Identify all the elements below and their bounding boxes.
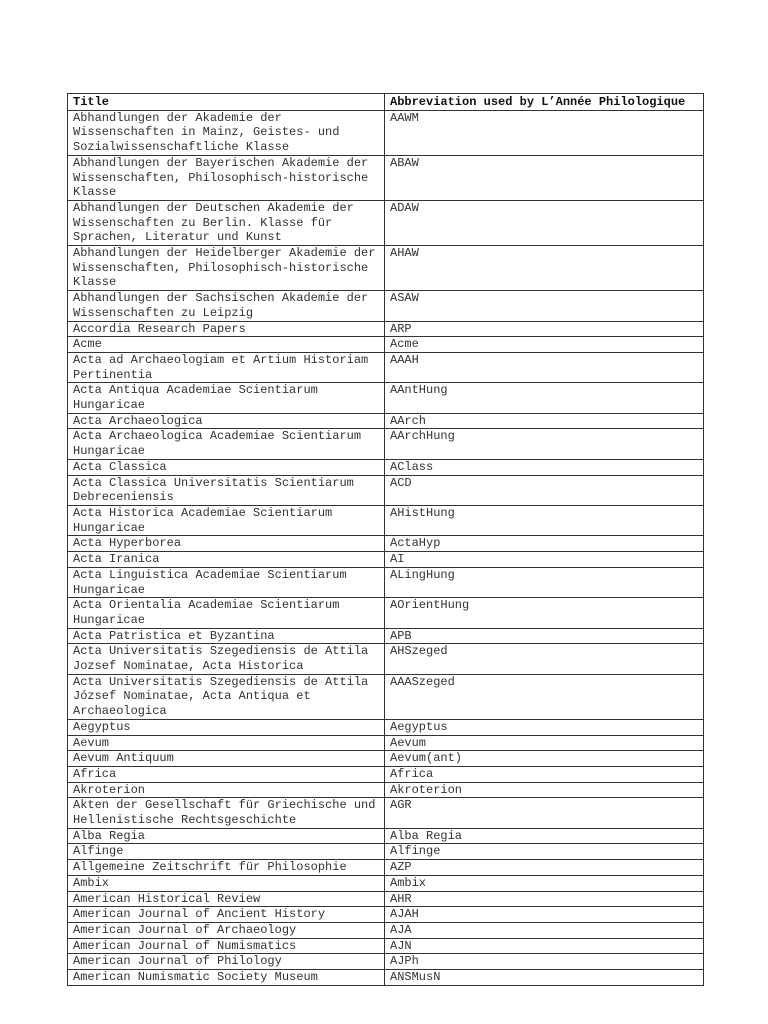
journal-title-cell: Acta Linguistica Academiae Scientiarum Hungaricae (68, 567, 385, 597)
journal-title-cell: American Journal of Archaeology (68, 922, 385, 938)
table-row (68, 383, 704, 413)
table-row (68, 828, 704, 844)
abbreviation-cell: AArch (385, 413, 704, 429)
table-row (68, 875, 704, 891)
journal-title-cell: Acta Hyperborea (68, 536, 385, 552)
journal-title-cell: Accordia Research Papers (68, 321, 385, 337)
journal-title-cell: Acta Patristica et Byzantina (68, 628, 385, 644)
column-header-title: Title (68, 94, 385, 111)
abbreviation-cell: AJN (385, 938, 704, 954)
journal-title-cell: Aegyptus (68, 719, 385, 735)
abbreviation-cell: ADAW (385, 200, 704, 245)
abbreviation-cell: ASAW (385, 291, 704, 321)
abbreviation-cell: Aegyptus (385, 719, 704, 735)
abbreviation-cell: Ambix (385, 875, 704, 891)
abbreviation-cell: AOrientHung (385, 598, 704, 628)
journal-title-cell: American Journal of Philology (68, 954, 385, 970)
journal-title-cell: Acta Antiqua Academiae Scientiarum Hungaricae (68, 383, 385, 413)
table-row (68, 505, 704, 535)
table-row (68, 766, 704, 782)
abbreviation-cell: ALingHung (385, 567, 704, 597)
column-header-abbreviation: Abbreviation used by L’Année Philologique (385, 94, 704, 111)
table-header-row (68, 94, 704, 111)
table-row (68, 413, 704, 429)
abbreviation-cell: Aevum(ant) (385, 751, 704, 767)
journal-title-cell: Akroterion (68, 782, 385, 798)
journal-title-cell: American Journal of Ancient History (68, 907, 385, 923)
abbreviation-cell: AHR (385, 891, 704, 907)
abbreviation-cell: AAWM (385, 110, 704, 155)
journal-title-cell: Acta Classica (68, 459, 385, 475)
abbreviation-cell: ACD (385, 475, 704, 505)
abbreviation-cell: Alba Regia (385, 828, 704, 844)
table-row (68, 798, 704, 828)
abbreviation-cell: AArchHung (385, 429, 704, 459)
journal-title-cell: Acta Universitatis Szegediensis de Attila Jozsef Nominatae, Acta Historica (68, 644, 385, 674)
table-row (68, 475, 704, 505)
table-row (68, 938, 704, 954)
table-row (68, 644, 704, 674)
table-row (68, 628, 704, 644)
table-row (68, 200, 704, 245)
abbreviation-cell: AJAH (385, 907, 704, 923)
journal-title-cell: Alfinge (68, 844, 385, 860)
journal-title-cell: Akten der Gesellschaft für Griechische und Hellenistische Rechtsgeschichte (68, 798, 385, 828)
table-row (68, 922, 704, 938)
table-row (68, 352, 704, 382)
journal-title-cell: Acta Archaeologica Academiae Scientiarum Hungaricae (68, 429, 385, 459)
table-row (68, 291, 704, 321)
table-row (68, 429, 704, 459)
table-row (68, 536, 704, 552)
abbreviation-cell: AHAW (385, 246, 704, 291)
table-row (68, 719, 704, 735)
table-row (68, 598, 704, 628)
journal-title-cell: Abhandlungen der Deutschen Akademie der Wissenschaften zu Berlin. Klasse für Sprachen, Literatur und Kunst (68, 200, 385, 245)
abbreviation-cell: AJPh (385, 954, 704, 970)
table-row (68, 459, 704, 475)
table-row (68, 246, 704, 291)
journal-title-cell: Aevum Antiquum (68, 751, 385, 767)
table-row (68, 674, 704, 719)
abbreviation-cell: ABAW (385, 155, 704, 200)
table-row (68, 155, 704, 200)
table-row (68, 552, 704, 568)
abbreviation-cell: ActaHyp (385, 536, 704, 552)
journal-title-cell: Ambix (68, 875, 385, 891)
abbreviation-cell: Aevum (385, 735, 704, 751)
journal-title-cell: Acta Historica Academiae Scientiarum Hungaricae (68, 505, 385, 535)
abbreviation-cell: AAAH (385, 352, 704, 382)
table-row (68, 567, 704, 597)
journal-title-cell: Allgemeine Zeitschrift für Philosophie (68, 860, 385, 876)
abbreviation-cell: Akroterion (385, 782, 704, 798)
journal-title-cell: Africa (68, 766, 385, 782)
abbreviation-table (67, 93, 704, 986)
abbreviation-cell: ANSMusN (385, 970, 704, 986)
abbreviation-cell: AAASzeged (385, 674, 704, 719)
table-row (68, 860, 704, 876)
journal-title-cell: American Journal of Numismatics (68, 938, 385, 954)
table-row (68, 970, 704, 986)
abbreviation-cell: AJA (385, 922, 704, 938)
journal-title-cell: Acta Orientalia Academiae Scientiarum Hungaricae (68, 598, 385, 628)
abbreviation-cell: AHSzeged (385, 644, 704, 674)
journal-title-cell: Alba Regia (68, 828, 385, 844)
abbreviation-cell: Acme (385, 337, 704, 353)
table-row (68, 735, 704, 751)
abbreviation-cell: AAntHung (385, 383, 704, 413)
table-row (68, 844, 704, 860)
abbreviation-cell: AI (385, 552, 704, 568)
table-row (68, 321, 704, 337)
journal-title-cell: Abhandlungen der Heidelberger Akademie der Wissenschaften, Philosophisch-historische Klasse (68, 246, 385, 291)
table-row (68, 337, 704, 353)
journal-title-cell: American Historical Review (68, 891, 385, 907)
journal-title-cell: Acta Classica Universitatis Scientiarum Debreceniensis (68, 475, 385, 505)
abbreviation-cell: Africa (385, 766, 704, 782)
abbreviation-cell: AZP (385, 860, 704, 876)
journal-title-cell: Acta Iranica (68, 552, 385, 568)
journal-title-cell: Acta ad Archaeologiam et Artium Historiam Pertinentia (68, 352, 385, 382)
table-row (68, 751, 704, 767)
abbreviation-cell: AGR (385, 798, 704, 828)
table-row (68, 907, 704, 923)
abbreviation-cell: APB (385, 628, 704, 644)
table-body (68, 110, 704, 985)
journal-title-cell: Aevum (68, 735, 385, 751)
table-row (68, 954, 704, 970)
abbreviation-cell: ARP (385, 321, 704, 337)
table-row (68, 110, 704, 155)
table-row (68, 891, 704, 907)
journal-title-cell: Abhandlungen der Bayerischen Akademie der Wissenschaften, Philosophisch-historische Klasse (68, 155, 385, 200)
journal-title-cell: Acta Archaeologica (68, 413, 385, 429)
abbreviation-cell: AClass (385, 459, 704, 475)
abbreviation-cell: AHistHung (385, 505, 704, 535)
journal-title-cell: Abhandlungen der Akademie der Wissenschaften in Mainz, Geistes- und Sozialwissenschaftliche Klasse (68, 110, 385, 155)
journal-title-cell: American Numismatic Society Museum (68, 970, 385, 986)
journal-title-cell: Acme (68, 337, 385, 353)
table-row (68, 782, 704, 798)
journal-title-cell: Abhandlungen der Sachsischen Akademie der Wissenschaften zu Leipzig (68, 291, 385, 321)
journal-title-cell: Acta Universitatis Szegediensis de Attila József Nominatae, Acta Antiqua et Archaeologica (68, 674, 385, 719)
abbreviation-cell: Alfinge (385, 844, 704, 860)
